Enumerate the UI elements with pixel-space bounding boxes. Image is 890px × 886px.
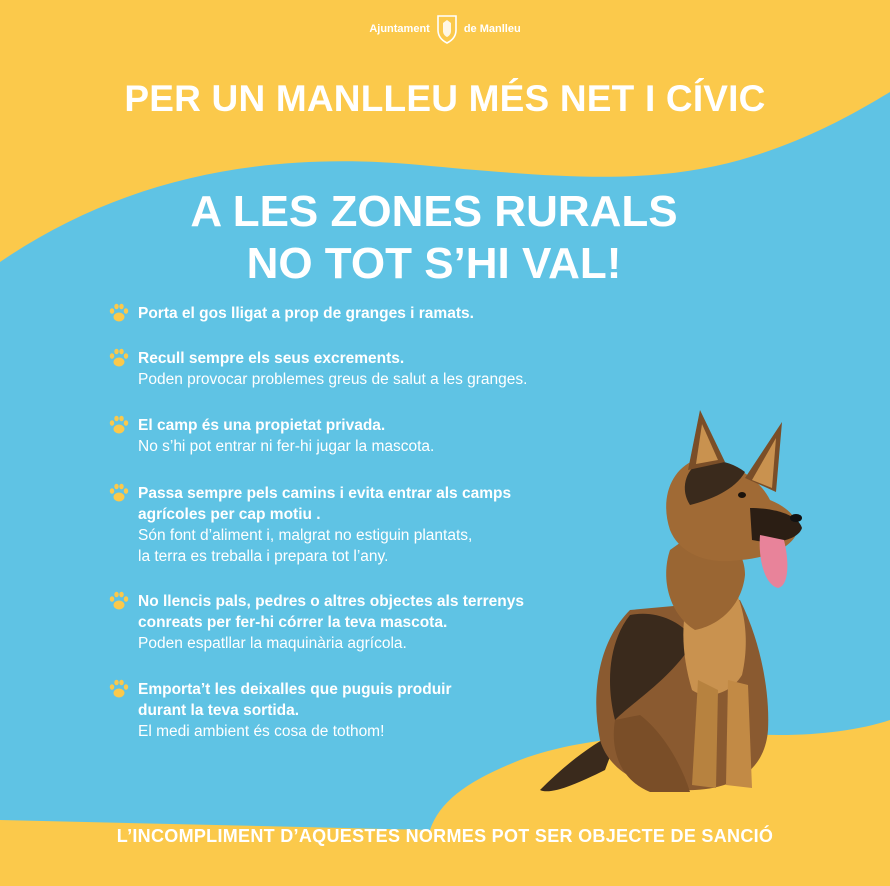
- list-item: [108, 483, 511, 567]
- footer-warning: L’INCOMPLIMENT D’AQUESTES NORMES POT SER OBJECTE DE SANCIÓ: [116, 826, 774, 846]
- item-bold-line: Emporta’t les deixalles que puguis produir: [138, 681, 452, 698]
- item-normal-line: Poden provocar problemes greus de salut a les granges.: [138, 371, 528, 388]
- paw-icon: [108, 347, 130, 369]
- item-bold-line: Recull sempre els seus excrements.: [138, 350, 405, 367]
- item-bold-line: Passa sempre pels camins i evita entrar als camps: [138, 485, 512, 502]
- list-item: [108, 679, 452, 742]
- item-bold-line: No llencis pals, pedres o altres objectes als terrenys: [138, 593, 524, 610]
- paw-icon: [108, 302, 130, 324]
- page-title: PER UN MANLLEU MÉS NET I CÍVIC: [124, 78, 766, 119]
- list-item: [108, 303, 474, 324]
- municipal-crest-icon: [436, 14, 458, 44]
- list-item: [108, 415, 434, 457]
- dog-tongue: [760, 535, 788, 588]
- dog-eye: [738, 492, 746, 498]
- paw-icon: [108, 678, 130, 700]
- paw-icon: [108, 590, 130, 612]
- item-normal-line: Són font d’aliment i, malgrat no estiguin plantats,: [138, 527, 473, 544]
- paw-icon: [108, 414, 130, 436]
- logo-text-right: de Manlleu: [463, 23, 521, 35]
- item-bold-line: agrícoles per cap motiu .: [138, 506, 321, 523]
- list-item: [108, 348, 527, 390]
- list-item: [108, 591, 524, 654]
- item-bold-line: conreats per fer-hi córrer la teva mascota.: [138, 614, 448, 631]
- item-bold-line: El camp és una propietat privada.: [138, 417, 386, 434]
- item-normal-line: El medi ambient és cosa de tothom!: [138, 723, 385, 740]
- item-bold-line: Porta el gos lligat a prop de granges i ramats.: [138, 305, 474, 322]
- paw-icon: [108, 482, 130, 504]
- dog-nose: [790, 514, 802, 522]
- dog-front-leg-right: [726, 680, 752, 788]
- headline-line-1: A LES ZONES RURALS: [190, 187, 678, 236]
- item-normal-line: No s’hi pot entrar ni fer-hi jugar la mascota.: [138, 438, 435, 455]
- logo-text-left: Ajuntament: [369, 23, 430, 35]
- item-normal-line: Poden espatllar la maquinària agrícola.: [138, 635, 407, 652]
- item-normal-line: la terra es treballa i prepara tot l’any.: [138, 548, 389, 565]
- item-bold-line: durant la teva sortida.: [138, 702, 300, 719]
- headline-line-2: NO TOT S’HI VAL!: [246, 239, 622, 288]
- municipal-logo: [0, 14, 890, 44]
- german-shepherd-dog: [520, 400, 820, 810]
- headline: [0, 186, 868, 290]
